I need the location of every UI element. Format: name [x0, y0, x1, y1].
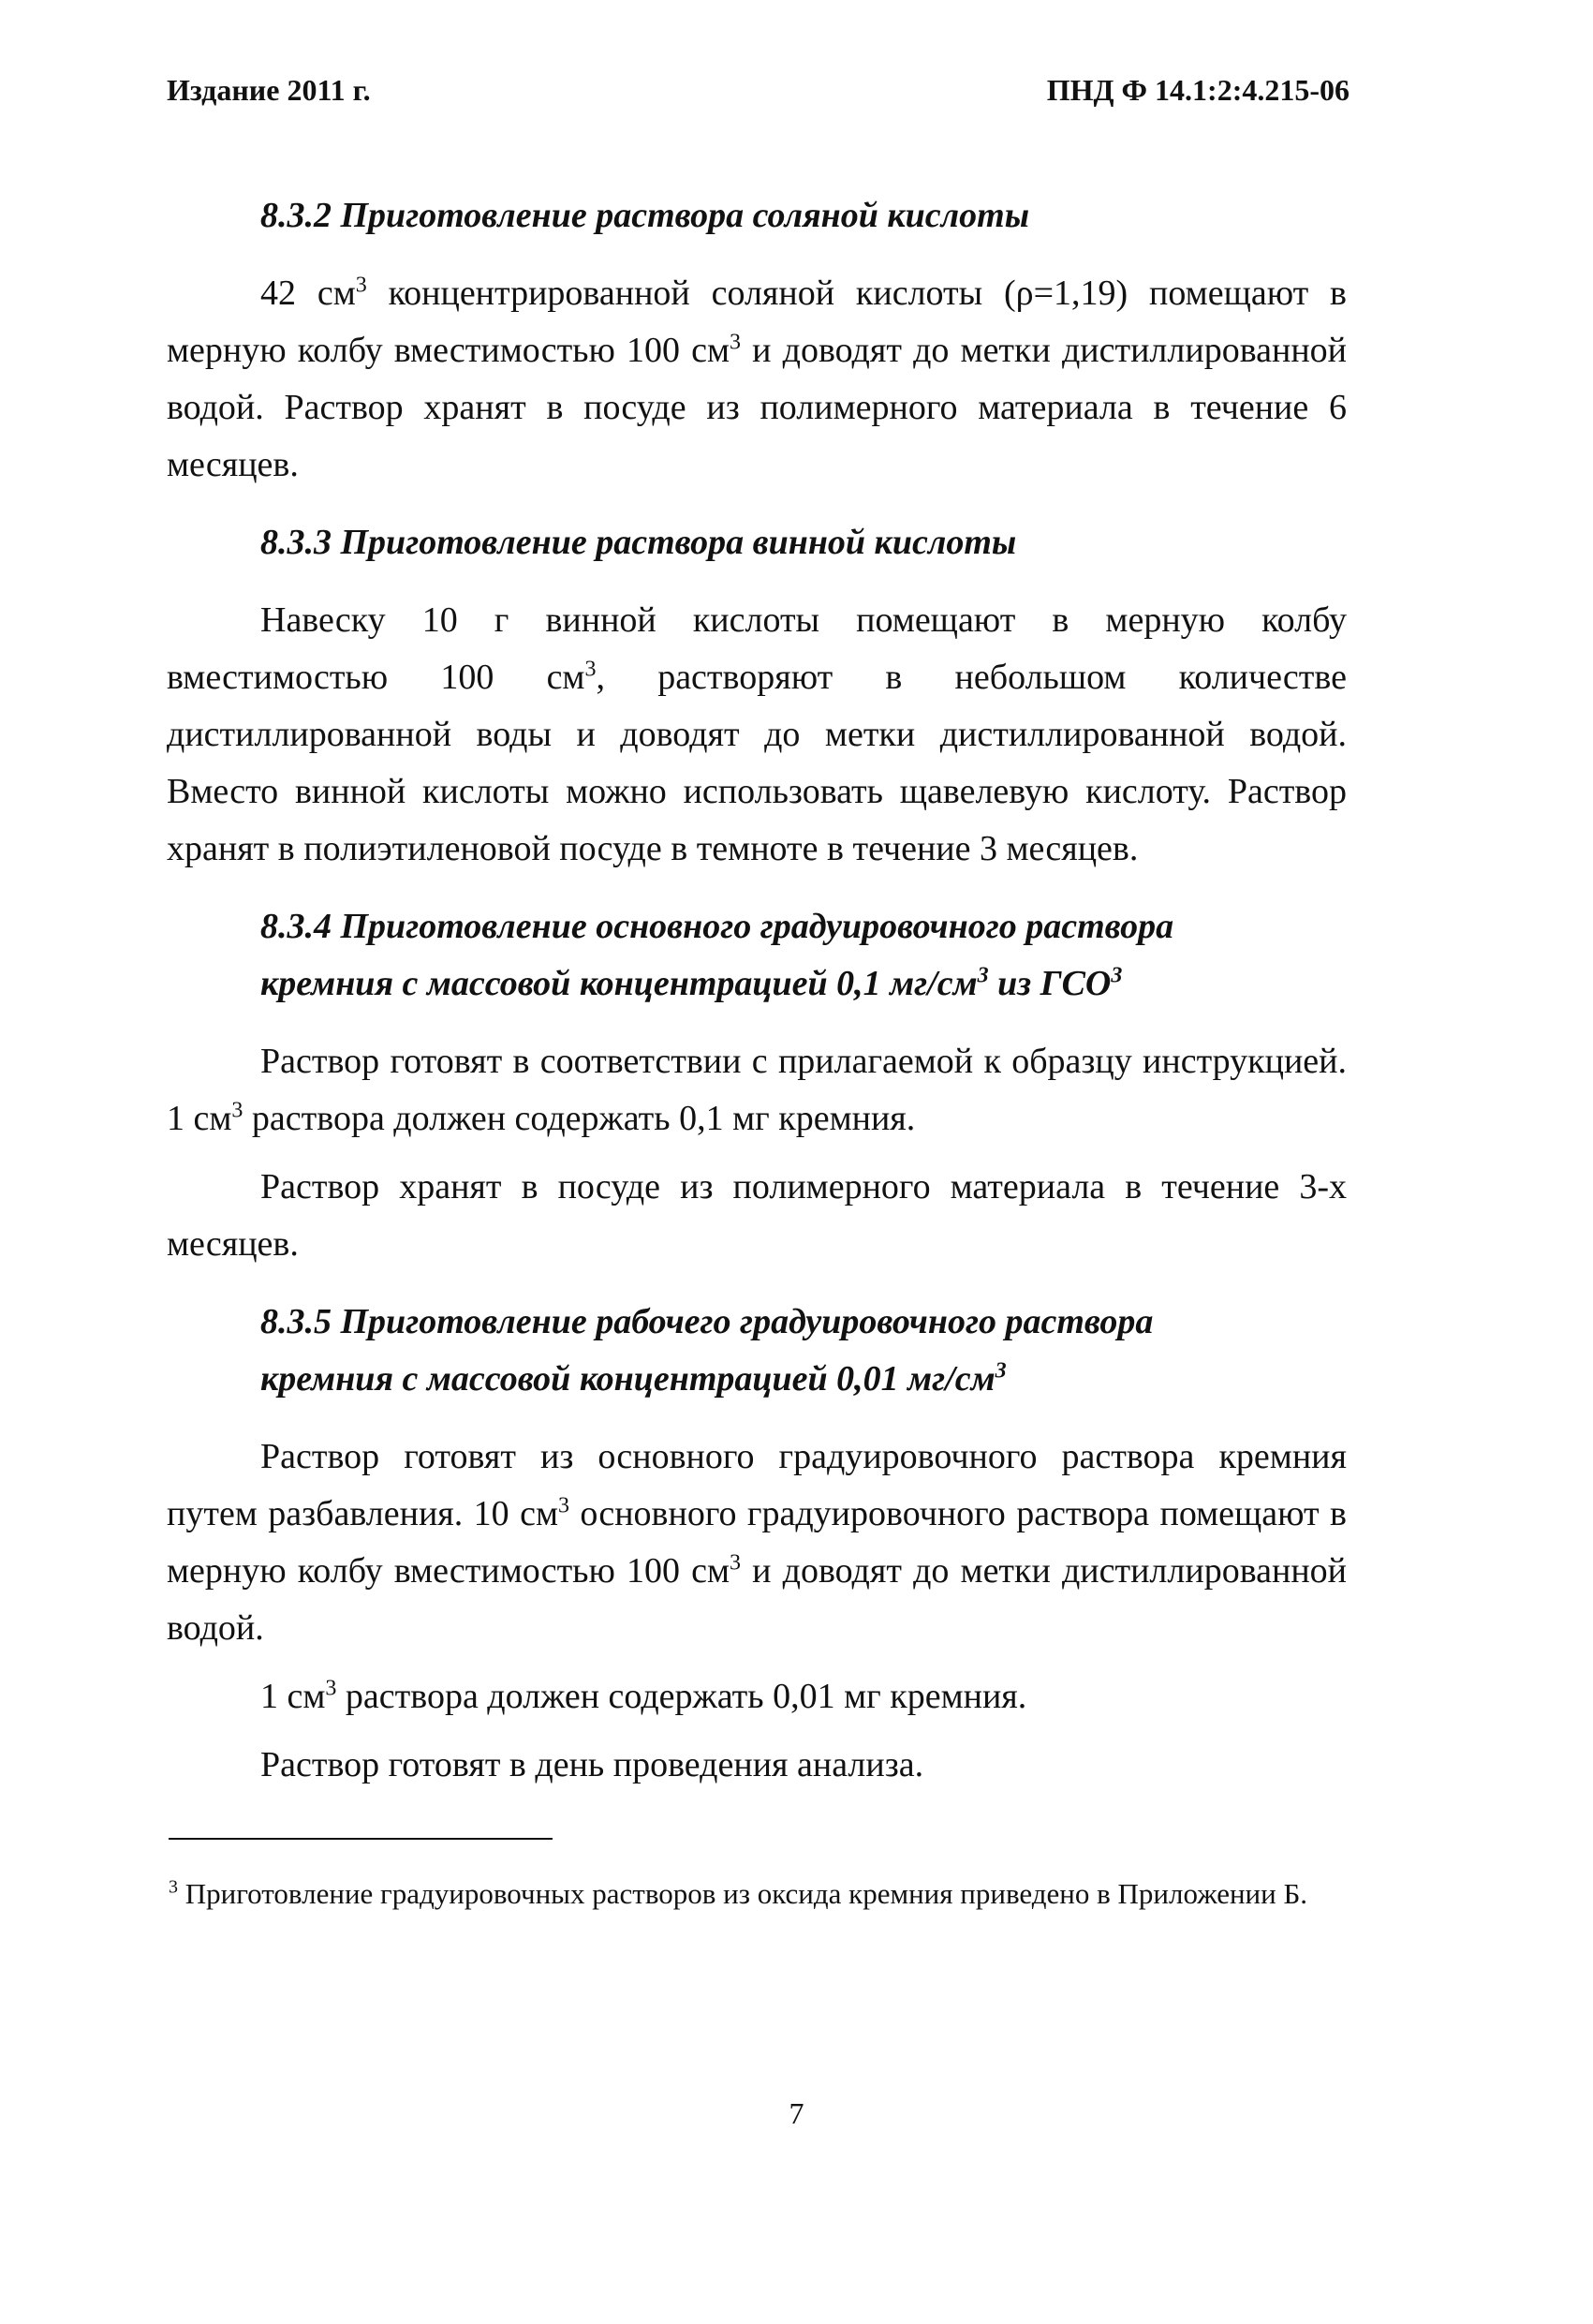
text-fragment: основного градуировочного раствора помещают в мерную колбу вместимостью 100 см: [167, 1494, 1347, 1591]
footnote: [169, 1870, 1347, 1918]
superscript: 3: [977, 963, 989, 988]
heading-line: 8.3.4 Приготовление основного градуировочного раствора: [260, 907, 1174, 946]
paragraph-8-3-5-content: [167, 1668, 1347, 1725]
text-fragment: Раствор готовят в соответствии с прилагаемой к образцу инструкцией. 1 см: [167, 1042, 1347, 1138]
paragraph-8-3-4-storage: Раствор хранят в посуде из полимерного материала в течение 3-х месяцев.: [167, 1167, 1347, 1264]
text-fragment: , растворяют в небольшом количестве дистиллированной воды и доводят до метки дистиллированной водой. Вместо винной кислоты можно использовать щавелевую кислоту. Раствор хранят в полиэтиленовой посуде в темноте в течение 3 месяцев.: [167, 658, 1347, 868]
footnote-marker: 3: [169, 1876, 178, 1898]
heading-line: кремния с массовой концентрацией 0,1 мг/см: [260, 964, 978, 1003]
footnote-divider: [169, 1838, 553, 1840]
text-fragment: концентрированной соляной кислоты (ρ=1,19) помещают в мерную колбу вместимостью 100 см: [167, 274, 1347, 370]
superscript: 3: [730, 1550, 742, 1576]
text-fragment: и доводят до метки дистиллированной водой. Раствор хранят в посуде из полимерного материала в течение 6 месяцев.: [167, 331, 1348, 484]
text-fragment: раствора должен содержать 0,01 мг кремния.: [336, 1677, 1027, 1716]
footnote-text: Приготовление градуировочных растворов из оксида кремния приведено в Приложении Б.: [178, 1877, 1308, 1910]
paragraph-8-3-5-dilution: [167, 1428, 1347, 1657]
document-code-header: ПНД Ф 14.1:2:4.215-06: [1046, 73, 1350, 107]
superscript: 3: [584, 657, 597, 682]
paragraph-8-3-5-preparation-day: Раствор готовят в день проведения анализа.: [260, 1745, 924, 1784]
superscript: 3: [231, 1098, 243, 1123]
superscript: 3: [730, 330, 742, 355]
text-fragment: 1 см: [260, 1677, 326, 1716]
section-heading-8-3-3: 8.3.3 Приготовление раствора винной кислоты: [260, 523, 1017, 562]
superscript: 3: [325, 1676, 337, 1701]
document-body: [167, 187, 1347, 1814]
section-heading-8-3-4: [167, 898, 1347, 1013]
heading-line: из ГСО: [988, 964, 1112, 1003]
edition-header: Издание 2011 г.: [167, 73, 371, 107]
text-fragment: раствора должен содержать 0,1 мг кремния.: [243, 1099, 916, 1138]
text-fragment: Навеску 10 г винной кислоты помещают в мерную колбу вместимостью 100 см: [167, 600, 1347, 697]
section-heading-8-3-5: [167, 1294, 1347, 1408]
heading-line: 8.3.5 Приготовление рабочего градуировочного раствора: [260, 1302, 1154, 1341]
paragraph-8-3-3: [167, 592, 1347, 878]
heading-line: кремния с массовой концентрацией 0,01 мг/см: [260, 1359, 996, 1399]
text-fragment: Раствор готовят из основного градуировочного раствора кремния путем разбавления. 10 см: [167, 1437, 1347, 1533]
paragraph-8-3-4-instructions: [167, 1033, 1347, 1147]
superscript: 3: [995, 1358, 1007, 1384]
text-fragment: 42 см: [260, 274, 356, 313]
paragraph-8-3-2: [167, 265, 1347, 494]
page-number: 7: [789, 2096, 804, 2130]
footnote-reference: 3: [1111, 963, 1123, 988]
superscript: 3: [355, 273, 367, 298]
superscript: 3: [558, 1493, 569, 1518]
text-fragment: и доводят до метки дистиллированной водой.: [167, 1551, 1348, 1648]
section-heading-8-3-2: 8.3.2 Приготовление раствора соляной кислоты: [260, 196, 1030, 235]
